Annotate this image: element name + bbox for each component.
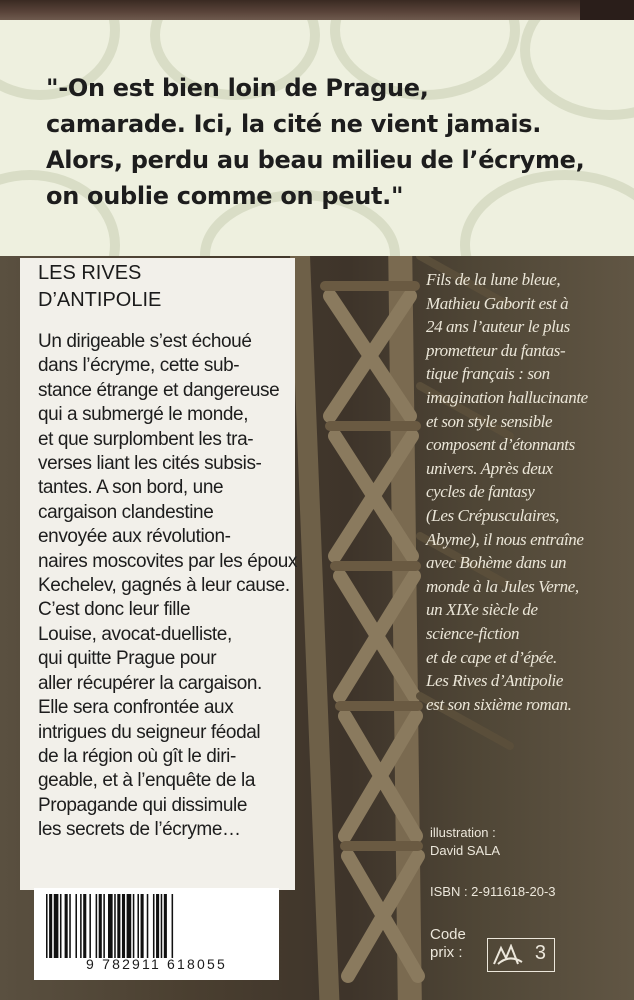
- bio-line: tique français : son: [426, 364, 550, 384]
- bio-line: avec Bohème dans un: [426, 553, 567, 573]
- bio-line: Les Rives d’Antipolie: [426, 671, 564, 691]
- publisher-logo-icon: [492, 944, 526, 966]
- book-blurb: [38, 330, 298, 843]
- code-prix-box: [487, 938, 555, 972]
- bio-line: (Les Crépusculaires,: [426, 505, 560, 525]
- blurb-line: qui a submergé le monde,: [38, 404, 249, 426]
- barcode-bars: [44, 894, 270, 958]
- blurb-line: naires moscovites par les époux: [38, 550, 298, 572]
- book-title: [38, 260, 161, 314]
- code-prix-line: prix :: [430, 944, 463, 961]
- bio-line: Abyme), il nous entraîne: [426, 529, 584, 549]
- blurb-line: cargaison clandestine: [38, 501, 214, 523]
- bio-line: un XIXe siècle de: [426, 600, 538, 620]
- title-line: LES RIVES: [38, 262, 142, 284]
- blurb-line: qui quitte Prague pour: [38, 648, 217, 670]
- bio-line: composent d’étonnants: [426, 435, 575, 455]
- blurb-line: aller récupérer la cargaison.: [38, 672, 262, 694]
- quote-band: [0, 20, 634, 256]
- bio-line: 24 ans l’auteur le plus: [426, 317, 570, 337]
- bio-line: prometteur du fantas-: [426, 340, 566, 360]
- blurb-line: C’est donc leur fille: [38, 599, 191, 621]
- bio-line: Fils de la lune bleue,: [426, 270, 561, 289]
- blurb-line: stance étrange et dangereuse: [38, 379, 280, 401]
- blurb-line: verses liant les cités subsis-: [38, 453, 262, 475]
- bio-line: et de cape et d’épée.: [426, 647, 557, 667]
- illustration-credit: [430, 824, 500, 860]
- bio-line: cycles de fantasy: [426, 482, 535, 502]
- blurb-line: Propagande qui dissimule: [38, 794, 248, 816]
- blurb-line: et que surplombent les tra-: [38, 428, 254, 450]
- blurb-line: Un dirigeable s’est échoué: [38, 331, 252, 352]
- quote-line: on oublie comme on peut.": [46, 182, 404, 210]
- bio-line: univers. Après deux: [426, 458, 553, 478]
- illustrator-name: David SALA: [430, 843, 501, 858]
- title-line: D’ANTIPOLIE: [38, 289, 162, 311]
- blurb-line: Elle sera confrontée aux: [38, 697, 234, 719]
- illustration-label: illustration :: [430, 825, 496, 840]
- code-prix-value: 3: [534, 942, 546, 964]
- code-prix-label: [430, 926, 466, 962]
- blurb-line: tantes. A son bord, une: [38, 477, 224, 499]
- spine-edge: [580, 0, 634, 20]
- quote-line: Alors, perdu au beau milieu de l’écryme,: [46, 146, 585, 174]
- isbn: ISBN : 2-911618-20-3: [430, 884, 556, 899]
- book-top-edge: [0, 0, 634, 20]
- blurb-line: intrigues du seigneur féodal: [38, 721, 261, 743]
- blurb-line: Kechelev, gagnés à leur cause.: [38, 575, 290, 597]
- bio-line: monde à la Jules Verne,: [426, 576, 579, 596]
- quote-line: "-On est bien loin de Prague,: [46, 74, 429, 102]
- blurb-line: dans l’écryme, cette sub-: [38, 355, 240, 377]
- barcode: [34, 888, 279, 980]
- blurb-line: les secrets de l’écryme…: [38, 819, 241, 841]
- blurb-line: envoyée aux révolution-: [38, 526, 231, 548]
- bio-line: et son style sensible: [426, 411, 553, 431]
- bio-line: science-fiction: [426, 623, 520, 643]
- bio-line: imagination hallucinante: [426, 387, 588, 407]
- barcode-digits: 9 782911 618055: [86, 956, 227, 972]
- bio-line: est son sixième roman.: [426, 694, 572, 714]
- code-prix-line: Code: [430, 926, 466, 943]
- quote-line: camarade. Ici, la cité ne vient jamais.: [46, 110, 542, 138]
- bio-line: Mathieu Gaborit est à: [426, 293, 569, 313]
- blurb-line: de la région où gît le diri-: [38, 745, 236, 767]
- author-bio: [426, 268, 626, 716]
- blurb-line: Louise, avocat-duelliste,: [38, 623, 232, 645]
- blurb-line: geable, et à l’enquête de la: [38, 770, 255, 792]
- back-cover-quote: [46, 70, 606, 214]
